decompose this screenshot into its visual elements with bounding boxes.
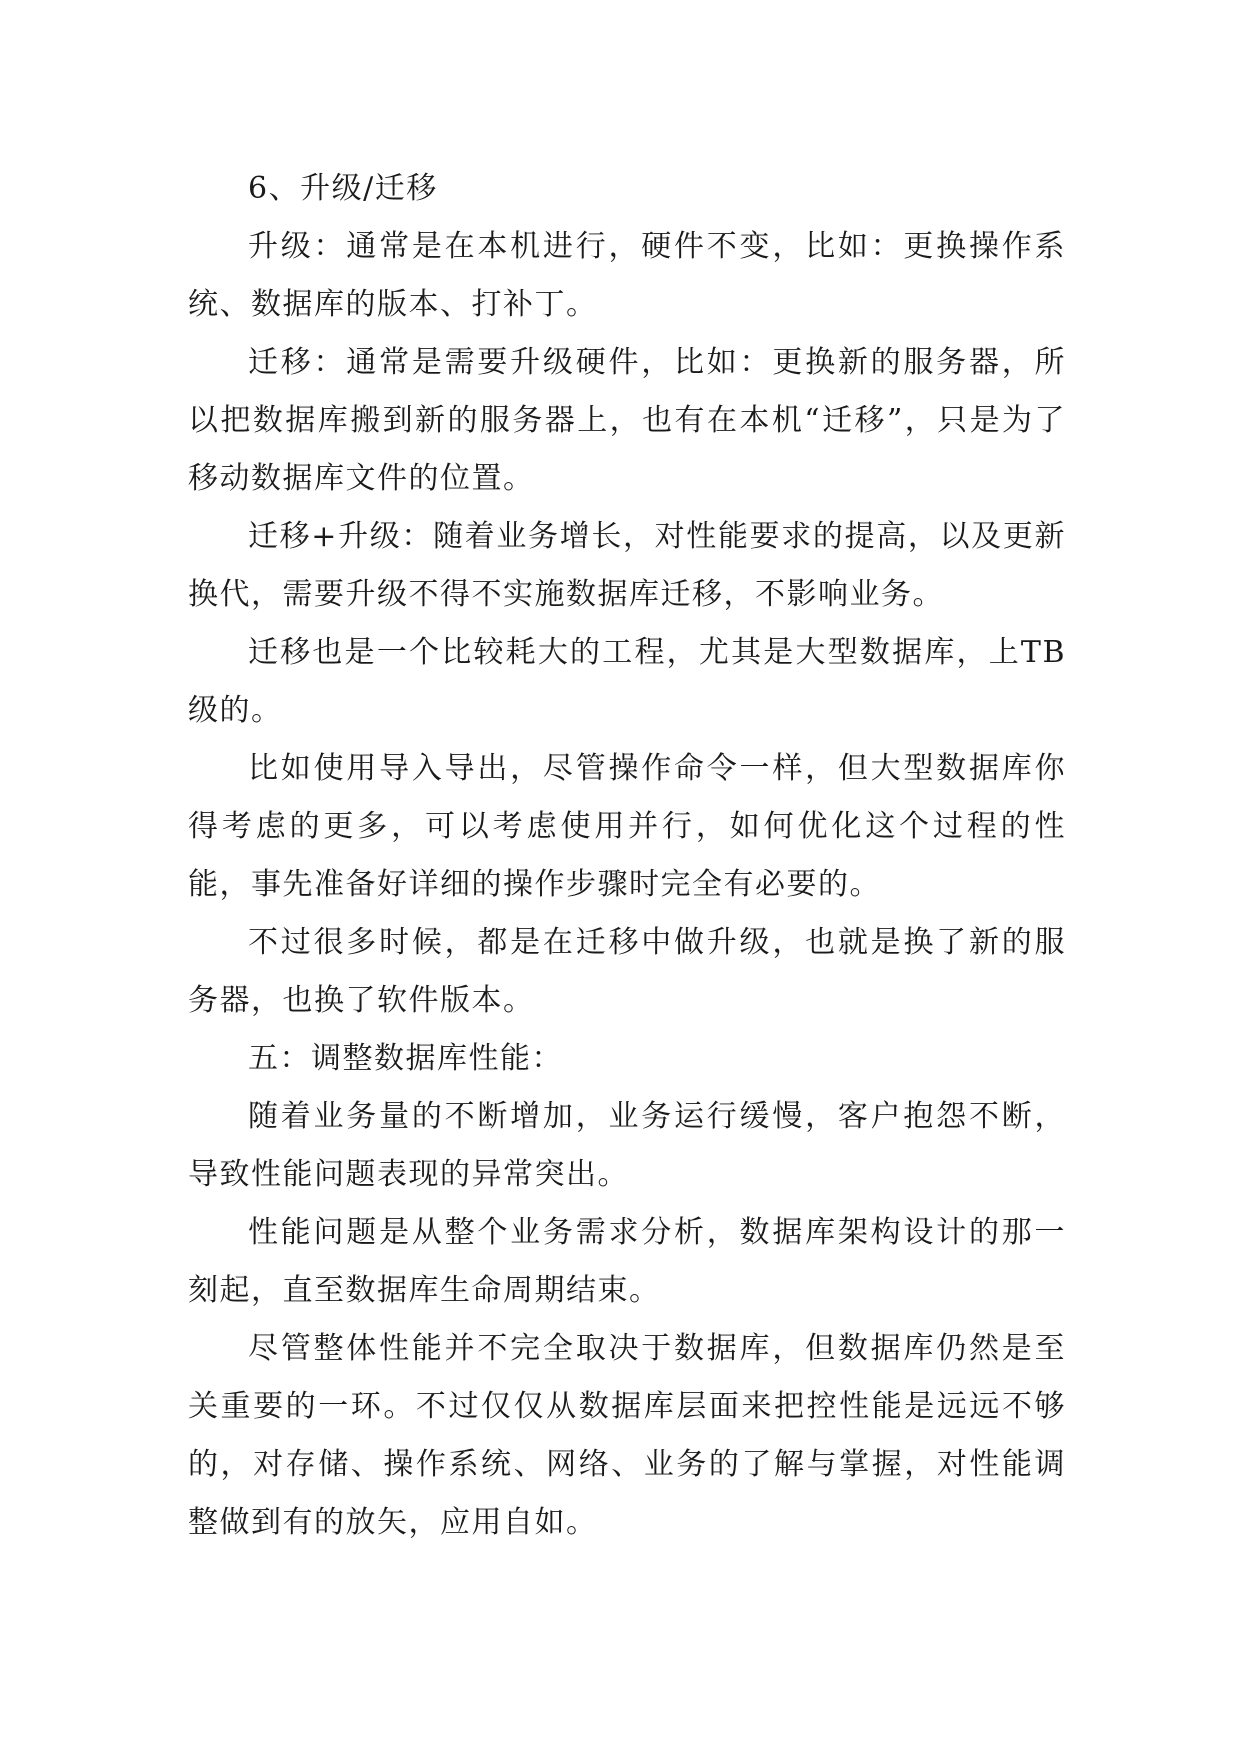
section-heading-performance-tuning: 五：调整数据库性能： xyxy=(248,1041,563,1076)
paragraph-upgrade-during-migration: 不过很多时候，都是在迁移中做升级，也就是换了新的服务器，也换了软件版本。 xyxy=(188,925,1066,1018)
paragraph-performance-issues: 随着业务量的不断增加，业务运行缓慢，客户抱怨不断，导致性能问题表现的异常突出。 xyxy=(188,1099,1066,1192)
paragraph-migration: 迁移：通常是需要升级硬件，比如：更换新的服务器，所以把数据库搬到新的服务器上，也有在本机“迁移”，只是为了移动数据库文件的位置。 xyxy=(188,345,1066,496)
section-heading-upgrade-migration: 6、升级/迁移 xyxy=(248,171,438,206)
paragraph-migration-cost: 迁移也是一个比较耗大的工程，尤其是大型数据库，上TB级的。 xyxy=(188,635,1066,728)
paragraph-migration-upgrade: 迁移+升级：随着业务增长，对性能要求的提高，以及更新换代，需要升级不得不实施数据库迁移，不影响业务。 xyxy=(188,519,1066,612)
paragraph-performance-holistic: 尽管整体性能并不完全取决于数据库，但数据库仍然是至关重要的一环。不过仅仅从数据库层面来把控性能是远远不够的，对存储、操作系统、网络、业务的了解与掌握，对性能调整做到有的放矢，应用自如。 xyxy=(188,1331,1066,1540)
paragraph-performance-lifecycle: 性能问题是从整个业务需求分析，数据库架构设计的那一刻起，直至数据库生命周期结束。 xyxy=(188,1215,1066,1308)
paragraph-upgrade: 升级：通常是在本机进行，硬件不变，比如：更换操作系统、数据库的版本、打补丁。 xyxy=(188,229,1066,322)
paragraph-import-export: 比如使用导入导出，尽管操作命令一样，但大型数据库你得考虑的更多，可以考虑使用并行，如何优化这个过程的性能，事先准备好详细的操作步骤时完全有必要的。 xyxy=(188,751,1066,902)
document-body xyxy=(188,160,1066,1552)
